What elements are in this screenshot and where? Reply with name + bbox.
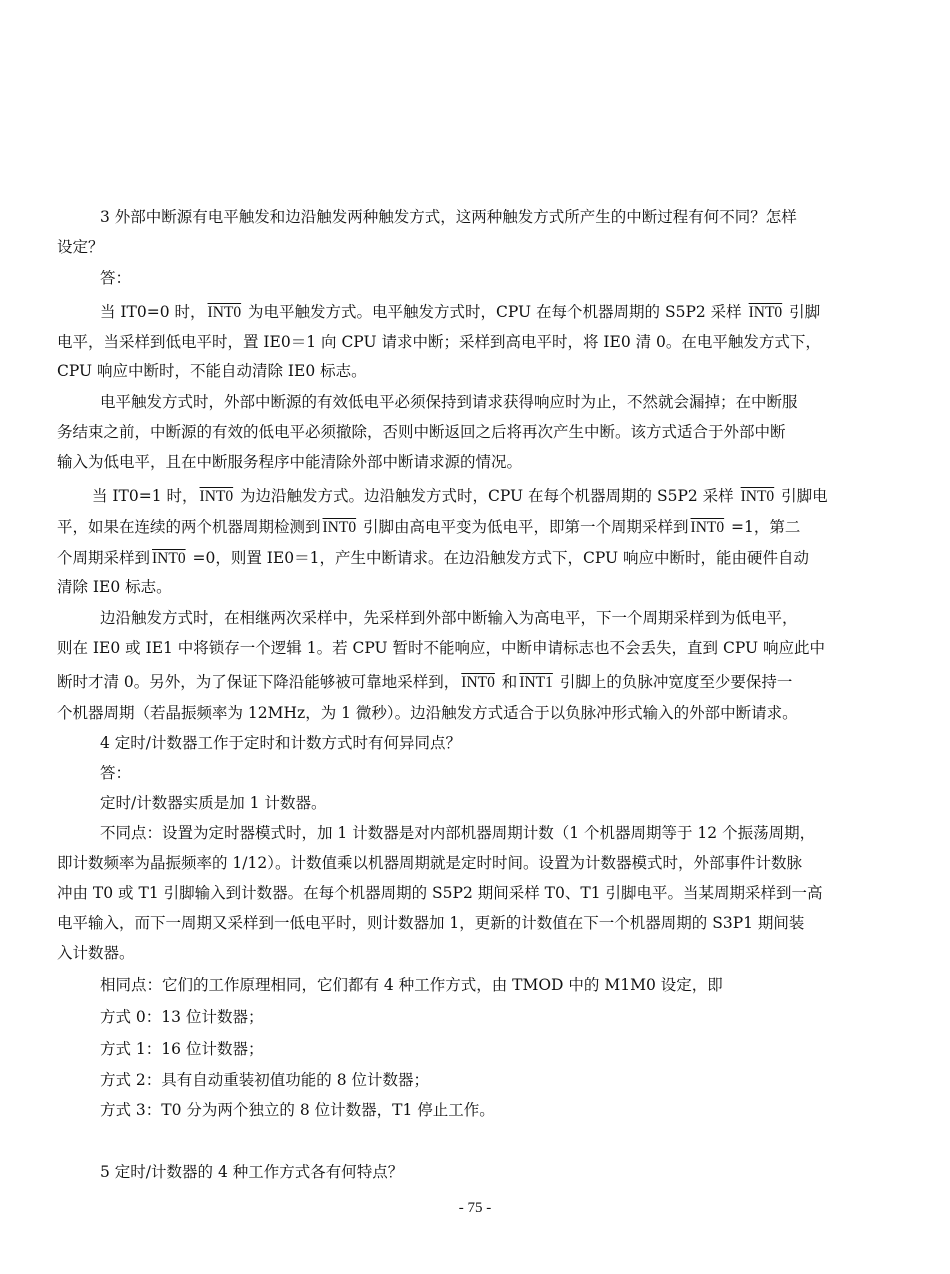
q4-p2-line5: 入计数器。 xyxy=(57,944,135,962)
text: 引脚上的负脉冲宽度至少要保持一 xyxy=(554,673,793,691)
q3-p1-line3: CPU 响应中断时，不能自动清除 IE0 标志。 xyxy=(57,362,367,380)
text: 当 IT0=0 时， xyxy=(100,303,206,321)
int0-signal: INT0 xyxy=(152,550,186,567)
q4-p2-line3: 冲由 T0 或 T1 引脚输入到计数器。在每个机器周期的 S5P2 期间采样 T0、T1 引脚电平。当某周期采样到一高 xyxy=(57,884,823,902)
text: 引脚由高电平变为低电平，即第一个周期采样到 xyxy=(358,518,689,536)
q3-p4-line1: 边沿触发方式时，在相继两次采样中，先采样到外部中断输入为高电平，下一个周期采样到为低电平， xyxy=(100,609,798,627)
text: 个周期采样到 xyxy=(57,549,151,567)
text: 引脚 xyxy=(784,303,821,321)
q4-mode1: 方式 1：16 位计数器； xyxy=(100,1040,264,1058)
text: 为电平触发方式。电平触发方式时，CPU 在每个机器周期的 S5P2 采样 xyxy=(243,303,747,321)
q3-p2-line2: 务结束之前，中断源的有效的低电平必须撤除，否则中断返回之后将再次产生中断。该方式适合于外部中断 xyxy=(57,423,786,441)
page-number: - 75 - xyxy=(458,1200,492,1216)
q4-p2-line1: 不同点：设置为定时器模式时，加 1 计数器是对内部机器周期计数（1 个机器周期等于 12 个振荡周期， xyxy=(100,824,816,842)
text: 平，如果在连续的两个机器周期检测到 xyxy=(57,518,321,536)
text: 当 IT0=1 时， xyxy=(92,487,198,505)
q4-p1: 定时/计数器实质是加 1 计数器。 xyxy=(100,794,327,812)
int0-signal: INT0 xyxy=(461,674,495,691)
int0-signal: INT0 xyxy=(322,519,357,536)
q3-p1-line2: 电平，当采样到低电平时，置 IE0＝1 向 CPU 请求中断；采样到高电平时，将 IE0 清 0。在电平触发方式下， xyxy=(57,333,821,351)
int0-signal: INT0 xyxy=(207,304,242,321)
q3-p3-line4: 清除 IE0 标志。 xyxy=(57,578,172,596)
q3-p4-line3 xyxy=(57,669,898,696)
q4-mode2: 方式 2：具有自动重装初值功能的 8 位计数器； xyxy=(100,1071,430,1089)
q3-p2-line1: 电平触发方式时，外部中断源的有效低电平必须保持到请求获得响应时为止，不然就会漏掉；在中断服 xyxy=(100,393,798,411)
q4-p2-line4: 电平输入，而下一周期又采样到一低电平时，则计数器加 1，更新的计数值在下一个机器周期的 S3P1 期间装 xyxy=(57,914,805,932)
text: 引脚电 xyxy=(776,487,828,505)
q3-p3-line2 xyxy=(57,514,898,541)
q4-title: 4 定时/计数器工作于定时和计数方式时有何异同点？ xyxy=(100,734,462,752)
q4-p3: 相同点：它们的工作原理相同，它们都有 4 种工作方式，由 TMOD 中的 M1M0 设定，即 xyxy=(100,976,723,994)
q3-title-line2: 设定？ xyxy=(57,238,104,256)
text: =1，第二 xyxy=(726,518,801,536)
q4-p2-line2: 即计数频率为晶振频率的 1/12）。计数值乘以机器周期就是定时时间。设置为计数器模式时，外部事件计数脉 xyxy=(57,854,802,872)
q5-title: 5 定时/计数器的 4 种工作方式各有何特点？ xyxy=(100,1163,404,1181)
q3-title-line1: 3 外部中断源有电平触发和边沿触发两种触发方式，这两种触发方式所产生的中断过程有何不同？怎样 xyxy=(100,208,797,226)
int0-signal: INT0 xyxy=(748,304,783,321)
q3-p3-line1 xyxy=(92,483,898,510)
q4-mode0: 方式 0：13 位计数器； xyxy=(100,1008,264,1026)
q4-answer-label: 答： xyxy=(100,764,132,782)
int1-signal: INT1 xyxy=(519,674,553,691)
q3-p4-line2: 则在 IE0 或 IE1 中将锁存一个逻辑 1。若 CPU 暂时不能响应，中断申请标志也不会丢失，直到 CPU 响应此中 xyxy=(57,639,825,657)
text: =0，则置 IE0＝1，产生中断请求。在边沿触发方式下，CPU 响应中断时，能由硬件自动 xyxy=(187,549,809,567)
q3-answer-label: 答： xyxy=(100,269,132,287)
text: 和 xyxy=(496,673,518,691)
q4-mode3: 方式 3：T0 分为两个独立的 8 位计数器，T1 停止工作。 xyxy=(100,1101,495,1119)
int0-signal: INT0 xyxy=(199,488,234,505)
q3-p1-line1 xyxy=(100,299,898,326)
int0-signal: INT0 xyxy=(740,488,775,505)
text: 断时才清 0。另外，为了保证下降沿能够被可靠地采样到， xyxy=(57,673,460,691)
int0-signal: INT0 xyxy=(690,519,725,536)
q3-p3-line3 xyxy=(57,545,898,572)
q3-p4-line4: 个机器周期（若晶振频率为 12MHz，为 1 微秒）。边沿触发方式适合于以负脉冲形式输入的外部中断请求。 xyxy=(57,704,798,722)
q3-p2-line3: 输入为低电平，且在中断服务程序中能清除外部中断请求源的情况。 xyxy=(57,453,523,471)
text: 为边沿触发方式。边沿触发方式时，CPU 在每个机器周期的 S5P2 采样 xyxy=(235,487,739,505)
